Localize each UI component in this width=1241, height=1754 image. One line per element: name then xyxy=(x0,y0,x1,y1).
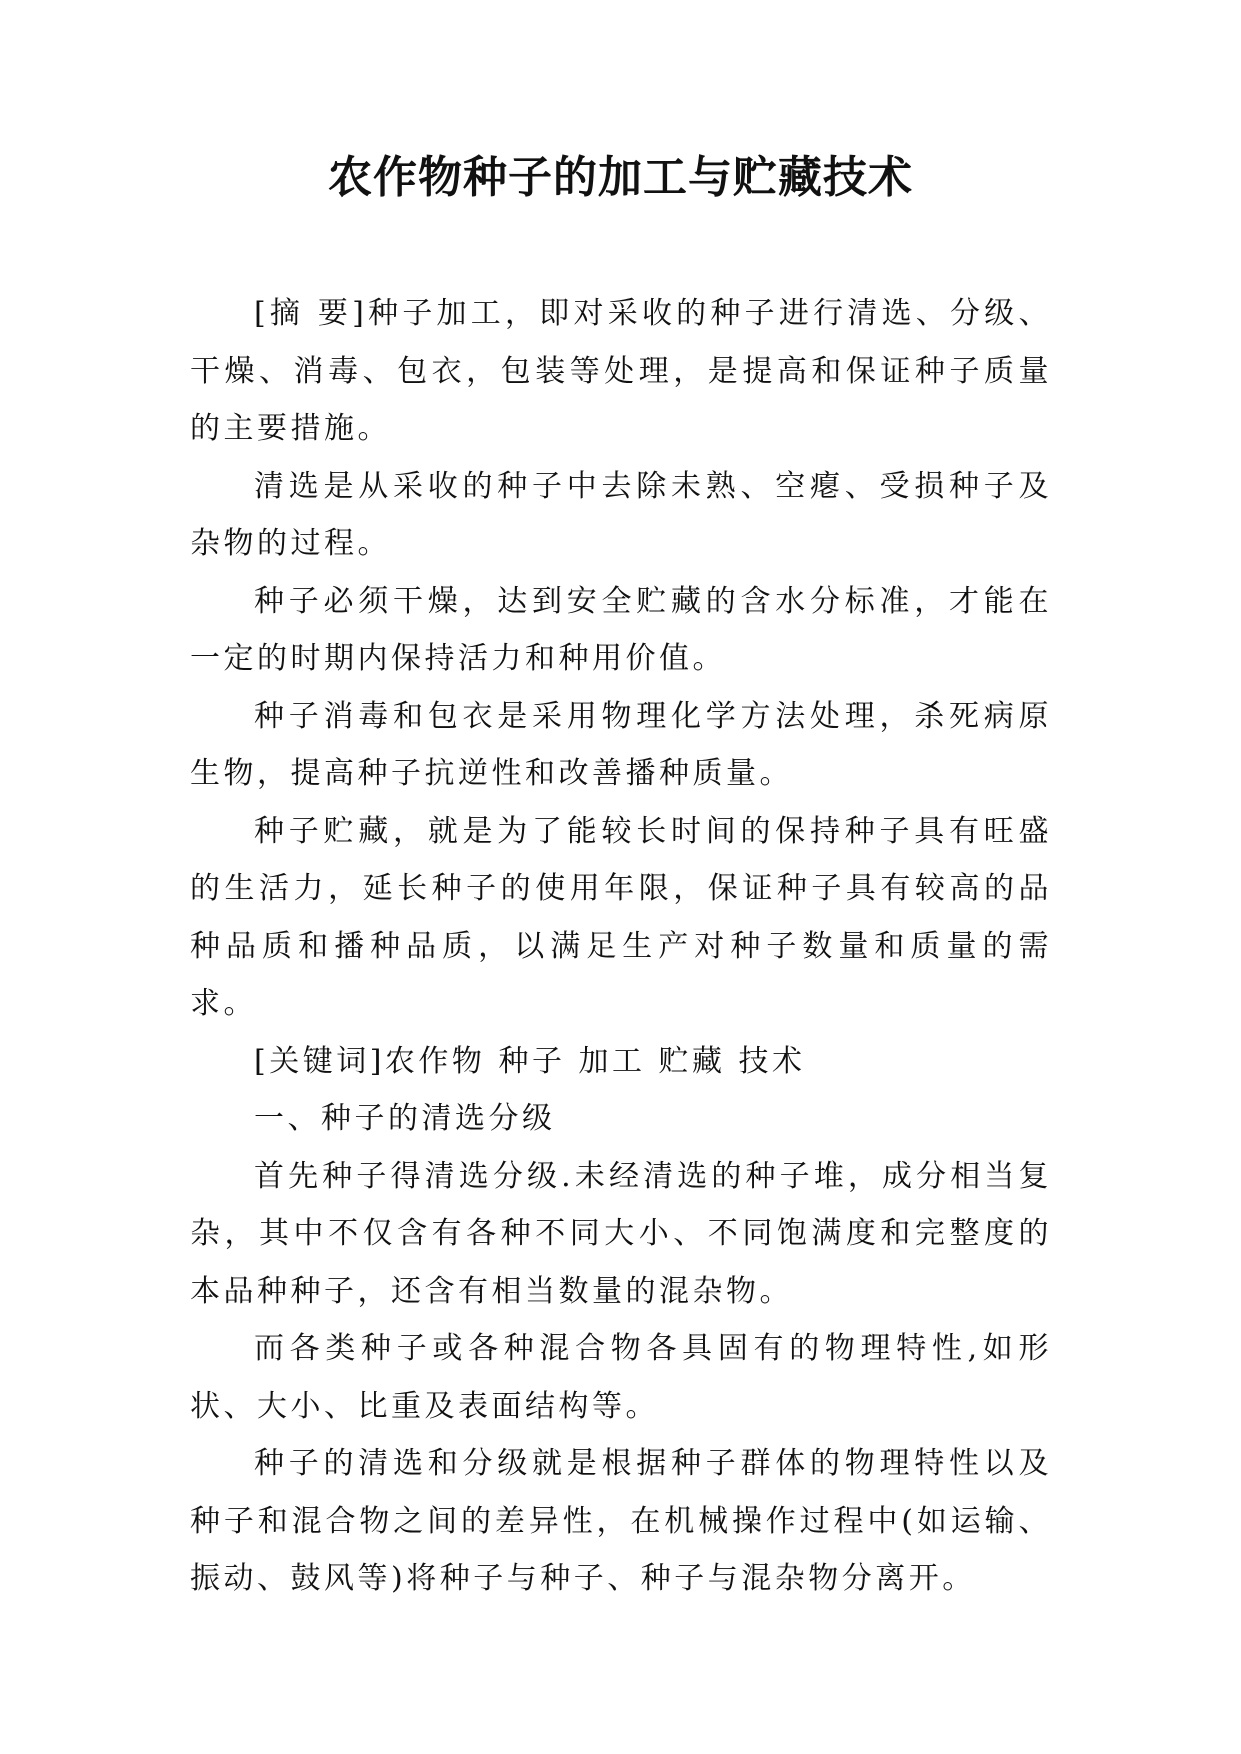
section-heading-1: 一、种子的清选分级 xyxy=(254,1101,556,1136)
abstract-paragraph: [摘 要]种子加工，即对采收的种子进行清选、分级、干燥、消毒、包衣，包装等处理，是提高和保证种子质量的主要措施。 xyxy=(190,296,1052,446)
paragraph-disinfection: 种子消毒和包衣是采用物理化学方法处理，杀死病原生物，提高种子抗逆性和改善播种质量。 xyxy=(190,698,1052,791)
paragraph-separation: 种子的清选和分级就是根据种子群体的物理特性以及种子和混合物之间的差异性，在机械操作过程中(如运输、振动、鼓风等)将种子与种子、种子与混杂物分离开。 xyxy=(190,1446,1052,1596)
paragraph-storage: 种子贮藏，就是为了能较长时间的保持种子具有旺盛的生活力，延长种子的使用年限，保证种子具有较高的品种品质和播种品质，以满足生产对种子数量和质量的需求。 xyxy=(190,813,1052,1021)
paragraph-physical-properties: 而各类种子或各种混合物各具固有的物理特性,如形状、大小、比重及表面结构等。 xyxy=(190,1331,1052,1424)
paragraph-cleaning: 清选是从采收的种子中去除未熟、空瘪、受损种子及杂物的过程。 xyxy=(190,468,1052,561)
document-title: 农作物种子的加工与贮藏技术 xyxy=(328,152,913,203)
document-body xyxy=(190,285,1052,1608)
paragraph-grading-intro: 首先种子得清选分级.未经清选的种子堆，成分相当复杂，其中不仅含有各种不同大小、不同饱满度和完整度的本品种种子，还含有相当数量的混杂物。 xyxy=(190,1158,1052,1309)
paragraph-drying: 种子必须干燥，达到安全贮藏的含水分标准，才能在一定的时期内保持活力和种用价值。 xyxy=(190,583,1052,676)
keywords-paragraph: [关键词]农作物 种子 加工 贮藏 技术 xyxy=(254,1043,806,1079)
